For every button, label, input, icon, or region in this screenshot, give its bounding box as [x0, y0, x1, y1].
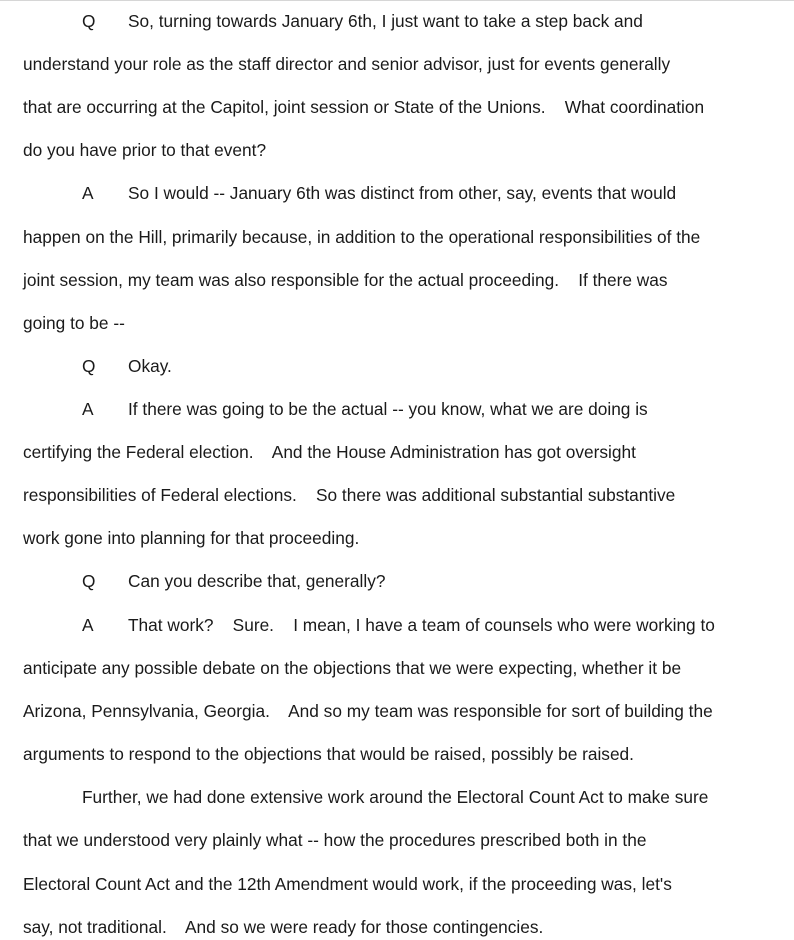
- paragraph-line: that we understood very plainly what -- how the procedures prescribed both in the: [23, 830, 647, 850]
- paragraph-first-line: If there was going to be the actual -- you know, what we are doing is: [128, 399, 648, 419]
- paragraph-line: understand your role as the staff director and senior advisor, just for events generally: [23, 54, 671, 74]
- paragraph-line: Electoral Count Act and the 12th Amendment would work, if the proceeding was, let's: [23, 874, 672, 894]
- paragraph-first-line: That work? Sure. I mean, I have a team of counsels who were working to: [128, 615, 715, 635]
- paragraph-line: do you have prior to that event?: [23, 140, 267, 160]
- paragraph-first-line: So, turning towards January 6th, I just want to take a step back and: [128, 11, 643, 31]
- speaker-label: A: [82, 183, 94, 203]
- paragraph-line: say, not traditional. And so we were ready for those contingencies.: [23, 917, 544, 937]
- paragraph-line: joint session, my team was also responsible for the actual proceeding. If there was: [23, 270, 668, 290]
- speaker-label: A: [82, 399, 94, 419]
- paragraph-first-line: Okay.: [128, 356, 172, 376]
- paragraph-line: arguments to respond to the objections that would be raised, possibly be raised.: [23, 744, 634, 764]
- paragraph-line: Arizona, Pennsylvania, Georgia. And so my team was responsible for sort of building the: [23, 701, 713, 721]
- paragraph-first-line: So I would -- January 6th was distinct from other, say, events that would: [128, 183, 677, 203]
- speaker-label: A: [82, 615, 94, 635]
- speaker-label: Q: [82, 356, 96, 376]
- paragraph-line: responsibilities of Federal elections. So there was additional substantial substantive: [23, 485, 676, 505]
- paragraph-line: anticipate any possible debate on the objections that we were expecting, whether it be: [23, 658, 682, 678]
- paragraph-line: work gone into planning for that proceeding.: [23, 528, 360, 548]
- paragraph-line: happen on the Hill, primarily because, in addition to the operational responsibilities of the: [23, 227, 701, 247]
- paragraph-line: that are occurring at the Capitol, joint session or State of the Unions. What coordination: [23, 97, 705, 117]
- speaker-label: Q: [82, 11, 96, 31]
- paragraph-line: certifying the Federal election. And the House Administration has got oversight: [23, 442, 636, 462]
- paragraph-first-line: Further, we had done extensive work around the Electoral Count Act to make sure: [82, 787, 709, 807]
- paragraph-line: going to be --: [23, 313, 125, 333]
- speaker-label: Q: [82, 571, 96, 591]
- paragraph-first-line: Can you describe that, generally?: [128, 571, 386, 591]
